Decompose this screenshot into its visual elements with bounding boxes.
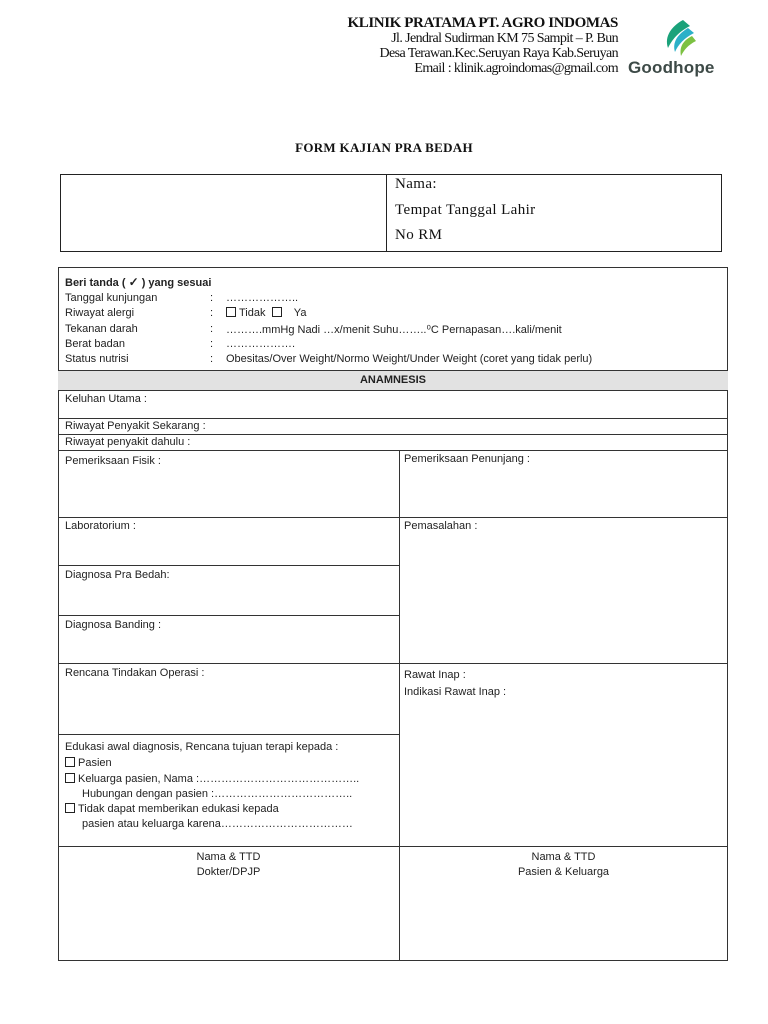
alergi-ya-checkbox[interactable] xyxy=(272,307,282,317)
clinic-address-line2: Desa Terawan.Kec.Seruyan Raya Kab.Seruyan xyxy=(379,46,618,61)
vital-label-berat: Berat badan xyxy=(65,338,125,350)
vital-value-tekanan: ……….mmHg Nadi …x/menit Suhu……..⁰C Pernapasan….kali/menit xyxy=(226,324,562,336)
edukasi-title: Edukasi awal diagnosis, Rencana tujuan terapi kepada : xyxy=(65,741,339,753)
keluarga-checkbox[interactable] xyxy=(65,773,75,783)
pemeriksaan-penunjang-label: Pemeriksaan Penunjang : xyxy=(404,453,530,465)
row-divider xyxy=(58,418,728,419)
rawat-inap-label: Rawat Inap : xyxy=(404,669,466,681)
anamnesis-title: ANAMNESIS xyxy=(359,374,426,386)
rpd-label: Riwayat penyakit dahulu : xyxy=(65,436,191,448)
row-divider xyxy=(58,517,399,518)
leaf-logo-icon xyxy=(628,18,728,60)
tidak-edukasi-checkbox[interactable] xyxy=(65,803,75,813)
alergi-tidak-label: Tidak xyxy=(239,307,266,319)
vital-colon: : xyxy=(210,353,214,365)
alergi-ya-label: Ya xyxy=(293,307,307,319)
signature-divider xyxy=(399,846,400,961)
goodhope-logo xyxy=(628,18,728,82)
form-left-border xyxy=(58,267,59,880)
laboratorium-label: Laboratorium : xyxy=(65,520,136,532)
sign-left-line1: Nama & TTD xyxy=(196,851,261,863)
vital-label-tekanan: Tekanan darah xyxy=(65,323,138,335)
alasan-label: pasien atau keluarga karena……………………………… xyxy=(82,818,353,830)
vital-label-alergi: Riwayat alergi xyxy=(65,307,135,319)
checkmark-icon: ✓ xyxy=(128,275,139,289)
clinic-email: Email : klinik.agroindomas@gmail.com xyxy=(414,61,618,76)
clinic-name: KLINIK PRATAMA PT. AGRO INDOMAS xyxy=(347,15,618,31)
sign-left-border xyxy=(58,880,59,961)
rencana-tindakan-label: Rencana Tindakan Operasi : xyxy=(65,667,205,679)
diagnosa-pra-bedah-label: Diagnosa Pra Bedah: xyxy=(65,569,170,581)
row-divider xyxy=(58,434,728,435)
instruction-text: Beri tanda ( ✓ ) yang sesuai xyxy=(65,275,212,289)
patient-rm-label: No RM xyxy=(395,227,443,243)
signature-top-border xyxy=(58,846,728,847)
row-divider xyxy=(58,734,399,735)
keluarga-label: Keluarga pasien, Nama :…………………………………….. xyxy=(78,773,360,785)
pasien-label: Pasien xyxy=(78,757,112,769)
row-divider xyxy=(58,565,399,566)
indikasi-rawat-inap-label: Indikasi Rawat Inap : xyxy=(404,686,507,698)
pemeriksaan-fisik-label: Pemeriksaan Fisik : xyxy=(65,455,161,467)
patient-box-divider xyxy=(386,175,387,251)
alergi-options xyxy=(226,307,306,319)
row-divider xyxy=(58,450,728,451)
rps-label: Riwayat Penyakit Sekarang : xyxy=(65,420,206,432)
row-divider xyxy=(399,517,728,518)
clinic-header xyxy=(347,16,618,76)
form-right-border xyxy=(727,267,728,880)
center-divider xyxy=(399,450,400,880)
edukasi-option-tidak xyxy=(65,803,279,815)
pemasalahan-label: Pemasalahan : xyxy=(404,520,478,532)
form-top-border xyxy=(58,267,728,268)
edukasi-option-keluarga xyxy=(65,773,359,785)
vital-value-berat: ………………. xyxy=(226,338,296,350)
vital-label-tanggal: Tanggal kunjungan xyxy=(65,292,158,304)
vital-colon: : xyxy=(210,307,214,319)
logo-text: Goodhope xyxy=(628,58,715,77)
vital-colon: : xyxy=(210,338,214,350)
form-bottom-border xyxy=(58,960,728,961)
pasien-checkbox[interactable] xyxy=(65,757,75,767)
row-divider xyxy=(58,370,728,371)
alergi-tidak-checkbox[interactable] xyxy=(226,307,236,317)
form-title: FORM KAJIAN PRA BEDAH xyxy=(295,140,473,155)
row-divider xyxy=(58,615,399,616)
sign-right-line1: Nama & TTD xyxy=(531,851,596,863)
tidak-edukasi-label: Tidak dapat memberikan edukasi kepada xyxy=(78,803,279,815)
vital-colon: : xyxy=(210,292,214,304)
row-divider xyxy=(58,663,728,664)
sign-right-line2: Pasien & Keluarga xyxy=(517,866,610,878)
vital-colon: : xyxy=(210,323,214,335)
patient-birth-label: Tempat Tanggal Lahir xyxy=(395,202,536,218)
edukasi-option-pasien xyxy=(65,757,112,769)
sign-right-border xyxy=(727,880,728,961)
sign-left-line2: Dokter/DPJP xyxy=(196,866,261,878)
vital-value-nutrisi: Obesitas/Over Weight/Normo Weight/Under Weight (coret yang tidak perlu) xyxy=(226,353,593,365)
keluhan-utama-label: Keluhan Utama : xyxy=(65,393,147,405)
vital-value-tanggal: ……………….. xyxy=(226,292,299,304)
vital-label-nutrisi: Status nutrisi xyxy=(65,353,129,365)
hubungan-label: Hubungan dengan pasien :……………………………….. xyxy=(82,788,353,800)
patient-name-label: Nama: xyxy=(395,176,437,192)
patient-identity-box xyxy=(60,174,722,252)
clinic-address-line1: Jl. Jendral Sudirman KM 75 Sampit – P. Bun xyxy=(391,31,618,46)
diagnosa-banding-label: Diagnosa Banding : xyxy=(65,619,162,631)
row-divider xyxy=(58,390,728,391)
pre-op-assessment-form xyxy=(58,267,728,961)
